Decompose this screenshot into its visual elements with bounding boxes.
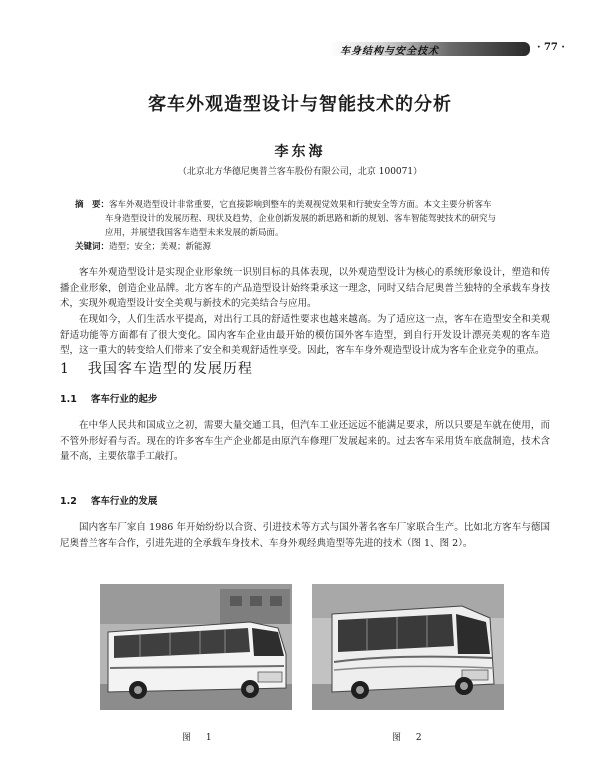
article-title: 客车外观造型设计与智能技术的分析 [148,94,452,115]
subsection-1-2-heading [60,493,157,507]
subsection-1-1-heading [60,391,157,405]
section-1-title: 我国客车造型的发展历程 [87,361,253,377]
paragraph-1-2: 国内客车厂家自 1986 年开始纷纷以合资、引进技术等方式与国外著名客车厂家联合生产。比如北方客车与德国尼奥普兰客车合作，引进先进的全承载车身技术、车身外观经典造型等先进的技术（图 1、图 2）。 [60,522,550,549]
intro-paragraph-1: 客车外观造型设计是实现企业形象统一识别目标的具体表现，以外观造型设计为核心的系统形象设计，塑造和传播企业形象，创造企业品牌。北方客车的产品造型设计始终秉承这一理念，同时又结合尼奥普兰独特的全承载车身技术，实现外观造型设计安全美观与新技术的完美结合与应用。 [60,267,550,309]
paragraph-1-1: 在中华人民共和国成立之初，需要大量交通工具，但汽车工业还远远不能满足要求，所以只要是车就在使用，而不管外形好看与否。现在的许多客车生产企业都是由原汽车修理厂发展起来的。过去客车采用货车底盘制造，技术含量不高，主要依靠手工敲打。 [60,420,550,462]
abstract-line-2: 车身造型设计的发展历程、现状及趋势，企业创新发展的新思路和新的规划、客车智能驾驶技术的研究与 [105,214,497,224]
subsection-1-1-number: 1.1 [60,394,77,405]
figure-1-caption: 图 1 [182,733,218,743]
section-1-heading [60,358,253,378]
figure-2-bus-photo [312,584,504,710]
abstract-line-3: 应用，并展望我国客车造型未来发展的新局面。 [105,228,284,238]
section-1-number: 1 [60,361,70,377]
article-author: 李东海 [274,144,326,160]
abstract-line-1: 客车外观造型设计非常重要，它直接影响到整车的美观视觉效果和行驶安全等方面。本文主要分析客车 [109,200,492,210]
figure-1-bus-photo [100,584,292,710]
abstract-label: 摘 要： [75,200,110,210]
running-head: 车身结构与安全技术 [340,46,439,57]
subsection-1-2-title: 客车行业的发展 [90,496,158,507]
subsection-1-2-number: 1.2 [60,496,77,507]
keywords-text: 造型；安全；美观；新能源 [109,242,212,252]
abstract [75,198,545,240]
author-affiliation: （北京北方华德尼奥普兰客车股份有限公司，北京 100071） [177,167,423,177]
intro-paragraph-2: 在现如今，人们生活水平提高，对出行工具的舒适性要求也越来越高。为了适应这一点，客车在造型安全和美观舒适功能等方面都有了很大变化。国内客车企业由最开始的模仿国外客车造型，到自行开发设计漂亮美观的客车造型，这一重大的转变给人们带来了安全和美观舒适性享受。因此，客车车身外观造型设计成为客车企业竞争的重点。 [60,314,550,356]
subsection-1-1-title: 客车行业的起步 [90,394,158,405]
page-number: · 77 · [537,42,565,53]
keywords [75,240,211,252]
figure-2-caption: 图 2 [392,733,428,743]
keywords-label: 关键词： [75,242,110,252]
